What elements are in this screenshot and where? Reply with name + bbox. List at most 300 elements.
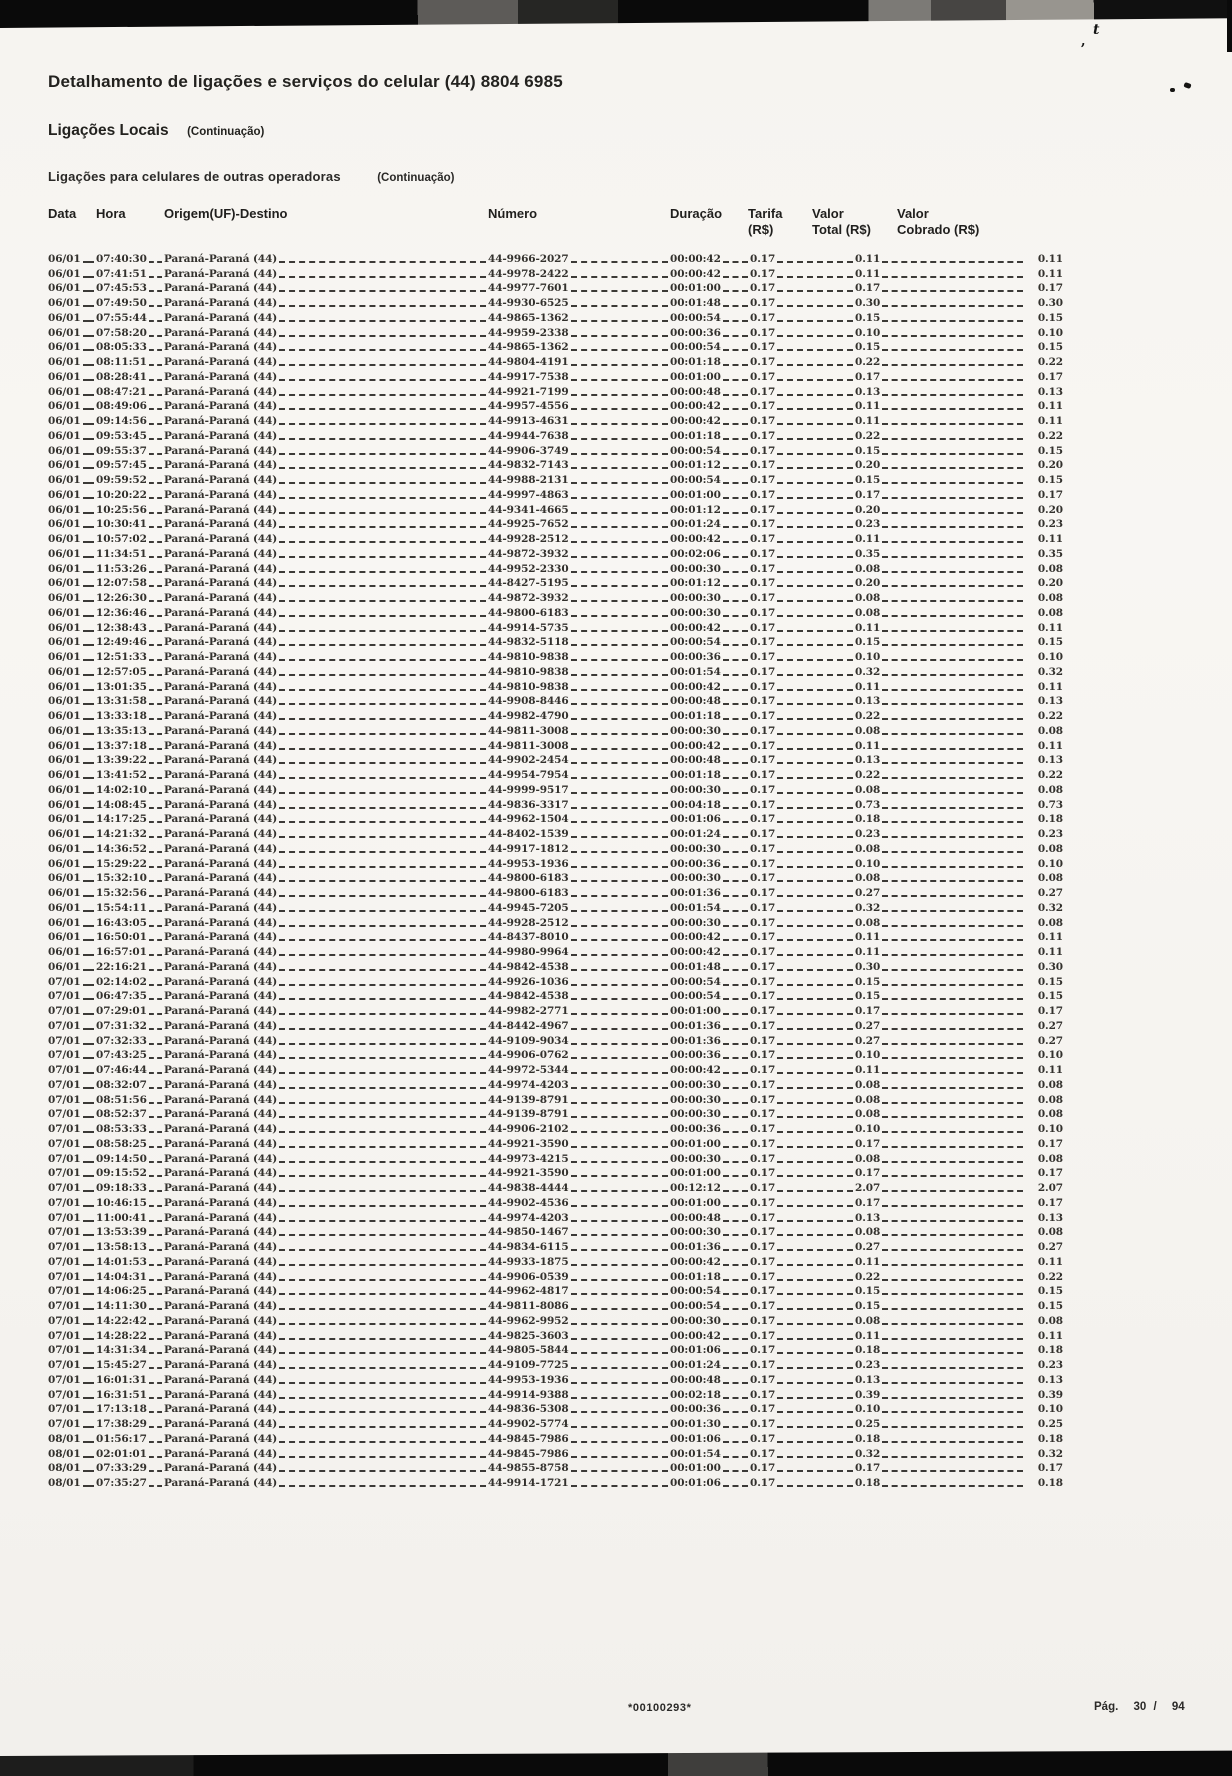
tarifa-value: 0.17: [750, 297, 776, 309]
cell-valor-cobrado: [1025, 1462, 1063, 1475]
duracao-value: 00:00:30: [670, 1152, 721, 1165]
hora-value: 10:57:02: [96, 533, 147, 545]
table-row: [48, 1343, 1063, 1358]
cell-tarifa: [750, 902, 855, 915]
cell-tarifa: [750, 1226, 855, 1239]
valor-total-value: 0.10: [855, 857, 881, 870]
cell-valor-cobrado: [1025, 725, 1063, 738]
tarifa-value: 0.17: [750, 592, 776, 604]
tarifa-value: 0.17: [750, 1432, 776, 1445]
cell-hora: [96, 1374, 164, 1387]
cell-duracao: [670, 282, 750, 295]
tarifa-value: 0.17: [750, 1447, 776, 1460]
numero-value: 44-9982-2771: [488, 1005, 569, 1017]
numero-value: 44-8442-4967: [488, 1019, 569, 1032]
dot-leader: [882, 792, 1023, 794]
dot-leader: [777, 453, 853, 455]
valor-cobrado-value: 0.11: [1037, 1064, 1063, 1076]
cell-tarifa: [750, 386, 855, 399]
cell-hora: [96, 1300, 164, 1313]
tarifa-value: 0.17: [750, 739, 776, 752]
cell-tarifa: [750, 1403, 855, 1416]
duracao-value: 00:00:30: [670, 592, 721, 604]
dot-leader: [279, 777, 486, 779]
numero-value: 44-9952-2330: [488, 562, 569, 575]
hora-value: 09:18:33: [96, 1182, 147, 1194]
duracao-value: 00:00:36: [670, 1123, 721, 1135]
cell-data: [48, 725, 96, 738]
dot-leader: [83, 1102, 94, 1104]
table-row: [48, 458, 1063, 473]
origem-value: Paraná-Paraná (44): [164, 1462, 278, 1475]
cell-duracao: [670, 1256, 750, 1269]
cell-duracao: [670, 681, 750, 694]
cell-hora: [96, 622, 164, 635]
origem-value: Paraná-Paraná (44): [164, 1108, 278, 1121]
cell-origem: [164, 533, 488, 546]
cell-data: [48, 799, 96, 812]
cell-origem: [164, 400, 488, 413]
dot-leader: [149, 482, 162, 484]
cell-numero: [488, 1300, 670, 1313]
table-row: [48, 1372, 1063, 1387]
table-row: [48, 1003, 1063, 1018]
table-row: [48, 369, 1063, 384]
data-value: 08/01: [48, 1432, 81, 1445]
numero-value: 44-9962-1504: [488, 813, 569, 826]
numero-value: 44-9906-0762: [488, 1049, 569, 1062]
cell-valor-cobrado: [1025, 1256, 1063, 1269]
origem-value: Paraná-Paraná (44): [164, 1196, 278, 1209]
dot-leader: [882, 1279, 1023, 1281]
duracao-value: 00:00:42: [670, 739, 721, 752]
valor-total-value: 0.11: [855, 621, 881, 634]
tarifa-value: 0.17: [750, 1005, 776, 1017]
cell-tarifa: [750, 1359, 855, 1372]
duracao-value: 00:01:18: [670, 356, 721, 368]
table-row: [48, 531, 1063, 546]
cell-hora: [96, 371, 164, 384]
cell-tarifa: [750, 651, 855, 664]
numero-value: 44-9811-3008: [488, 739, 569, 752]
table-row: [48, 605, 1063, 620]
duracao-value: 00:01:12: [670, 459, 721, 472]
dot-leader: [882, 423, 1023, 425]
cell-tarifa: [750, 887, 855, 900]
cell-data: [48, 710, 96, 723]
dot-leader: [777, 408, 853, 410]
col-header-tarifa: Tarifa: [748, 206, 783, 221]
cell-valor-total: [855, 1315, 1025, 1328]
dot-leader: [149, 1102, 162, 1104]
cell-duracao: [670, 1138, 750, 1151]
cell-valor-total: [855, 622, 1025, 635]
handwritten-ink-mark: t: [1093, 22, 1100, 38]
tarifa-value: 0.17: [750, 503, 776, 516]
dot-leader: [571, 1146, 668, 1148]
cell-numero: [488, 1123, 670, 1136]
cell-tarifa: [750, 474, 855, 487]
dot-leader: [777, 703, 853, 705]
cell-duracao: [670, 518, 750, 531]
dot-leader: [723, 703, 748, 705]
cell-data: [48, 858, 96, 871]
cell-duracao: [670, 828, 750, 841]
dot-leader: [279, 571, 486, 573]
cell-numero: [488, 548, 670, 561]
cell-tarifa: [750, 1123, 855, 1136]
dot-leader: [777, 925, 853, 927]
data-value: 07/01: [48, 1093, 81, 1106]
cell-valor-total: [855, 592, 1025, 605]
cell-origem: [164, 577, 488, 590]
dot-leader: [149, 733, 162, 735]
dot-leader: [83, 866, 94, 868]
cell-origem: [164, 754, 488, 767]
cell-tarifa: [750, 282, 855, 295]
dot-leader: [149, 1013, 162, 1015]
cell-numero: [488, 504, 670, 517]
tarifa-value: 0.17: [750, 665, 776, 678]
duracao-value: 00:00:54: [670, 1300, 721, 1312]
dot-leader: [279, 762, 486, 764]
dot-leader: [882, 1072, 1023, 1074]
valor-cobrado-value: 0.11: [1037, 680, 1063, 693]
dot-leader: [777, 1397, 853, 1399]
cell-data: [48, 371, 96, 384]
dot-leader: [83, 880, 94, 882]
valor-cobrado-value: 0.08: [1037, 1152, 1063, 1165]
cell-data: [48, 430, 96, 443]
dot-leader: [149, 290, 162, 292]
dot-leader: [149, 674, 162, 676]
data-value: 06/01: [48, 754, 81, 767]
numero-value: 44-9906-3749: [488, 444, 569, 457]
numero-value: 44-9865-1362: [488, 311, 569, 324]
tarifa-value: 0.17: [750, 518, 776, 531]
cell-valor-cobrado: [1025, 253, 1063, 266]
cell-valor-cobrado: [1025, 1153, 1063, 1166]
tarifa-value: 0.17: [750, 1270, 776, 1283]
dot-leader: [149, 394, 162, 396]
valor-total-value: 0.22: [855, 1270, 881, 1283]
cell-numero: [488, 445, 670, 458]
dot-leader: [149, 305, 162, 307]
valor-total-value: 0.08: [855, 1108, 881, 1121]
cell-tarifa: [750, 1020, 855, 1033]
cell-valor-total: [855, 1330, 1025, 1343]
duracao-value: 00:01:12: [670, 577, 721, 590]
dot-leader: [149, 895, 162, 897]
cell-numero: [488, 946, 670, 959]
cell-valor-cobrado: [1025, 651, 1063, 664]
cell-hora: [96, 917, 164, 930]
dot-leader: [882, 1264, 1023, 1266]
scan-artifact-bottom-bar: [0, 1751, 1232, 1776]
valor-cobrado-value: 0.10: [1037, 857, 1063, 870]
valor-total-value: 0.11: [855, 267, 881, 280]
cell-origem: [164, 902, 488, 915]
dot-leader: [882, 349, 1023, 351]
dot-leader: [83, 305, 94, 307]
dot-leader: [723, 1116, 748, 1118]
cell-origem: [164, 563, 488, 576]
cell-duracao: [670, 489, 750, 502]
dot-leader: [571, 1190, 668, 1192]
cell-valor-cobrado: [1025, 1020, 1063, 1033]
cell-tarifa: [750, 681, 855, 694]
cell-valor-total: [855, 813, 1025, 826]
cell-origem: [164, 1271, 488, 1284]
cell-hora: [96, 445, 164, 458]
cell-numero: [488, 371, 670, 384]
cell-duracao: [670, 548, 750, 561]
cell-tarifa: [750, 754, 855, 767]
cell-origem: [164, 1300, 488, 1313]
dot-leader: [723, 1352, 748, 1354]
hora-value: 11:00:41: [96, 1211, 147, 1224]
cell-hora: [96, 872, 164, 885]
col-header-tarifa-unit: (R$): [748, 222, 774, 237]
dot-leader: [882, 541, 1023, 543]
hora-value: 08:49:06: [96, 400, 147, 413]
cell-data: [48, 1330, 96, 1343]
dot-leader: [882, 659, 1023, 661]
cell-data: [48, 1167, 96, 1180]
hora-value: 09:53:45: [96, 429, 147, 442]
valor-total-value: 0.23: [855, 1359, 881, 1371]
cell-duracao: [670, 400, 750, 413]
duracao-value: 00:00:42: [670, 415, 721, 427]
valor-cobrado-value: 0.15: [1037, 975, 1063, 988]
data-value: 06/01: [48, 887, 81, 899]
dot-leader: [723, 674, 748, 676]
dot-leader: [83, 1043, 94, 1045]
tarifa-value: 0.17: [750, 960, 776, 973]
table-row: [48, 1431, 1063, 1446]
cell-origem: [164, 976, 488, 989]
dot-leader: [723, 762, 748, 764]
cell-duracao: [670, 1035, 750, 1048]
dot-leader: [279, 408, 486, 410]
dot-leader: [83, 512, 94, 514]
duracao-value: 00:00:30: [670, 562, 721, 575]
dot-leader: [571, 925, 668, 927]
tarifa-value: 0.17: [750, 916, 776, 929]
dot-leader: [882, 836, 1023, 838]
tarifa-value: 0.17: [750, 1167, 776, 1180]
table-row: [48, 428, 1063, 443]
dot-leader: [571, 718, 668, 720]
cell-tarifa: [750, 917, 855, 930]
dot-leader: [882, 1234, 1023, 1236]
origem-value: Paraná-Paraná (44): [164, 1329, 278, 1342]
cell-data: [48, 592, 96, 605]
dot-leader: [882, 689, 1023, 691]
cell-valor-total: [855, 371, 1025, 384]
hora-value: 07:58:20: [96, 326, 147, 339]
ink-dot: [1170, 88, 1175, 92]
dot-leader: [279, 1190, 486, 1192]
cell-hora: [96, 1418, 164, 1431]
cell-valor-total: [855, 297, 1025, 310]
data-value: 07/01: [48, 1329, 81, 1342]
cell-valor-total: [855, 754, 1025, 767]
cell-hora: [96, 784, 164, 797]
dot-leader: [83, 408, 94, 410]
cell-numero: [488, 754, 670, 767]
table-row: [48, 620, 1063, 635]
valor-total-value: 0.08: [855, 1226, 881, 1239]
dot-leader: [279, 1352, 486, 1354]
cell-numero: [488, 430, 670, 443]
cell-hora: [96, 297, 164, 310]
dot-leader: [882, 895, 1023, 897]
cell-valor-total: [855, 872, 1025, 885]
cell-valor-cobrado: [1025, 386, 1063, 399]
cell-valor-cobrado: [1025, 282, 1063, 295]
valor-cobrado-value: 0.27: [1037, 1019, 1063, 1032]
dot-leader: [723, 1072, 748, 1074]
duracao-value: 00:01:00: [670, 1137, 721, 1150]
cell-hora: [96, 1285, 164, 1298]
dot-leader: [777, 939, 853, 941]
valor-total-value: 0.17: [855, 282, 881, 295]
cell-duracao: [670, 577, 750, 590]
cell-valor-total: [855, 1035, 1025, 1048]
cell-data: [48, 1344, 96, 1357]
dot-leader: [882, 408, 1023, 410]
cell-numero: [488, 1477, 670, 1490]
origem-value: Paraná-Paraná (44): [164, 1344, 278, 1357]
origem-value: Paraná-Paraná (44): [164, 1477, 278, 1489]
origem-value: Paraná-Paraná (44): [164, 1359, 278, 1371]
cell-valor-cobrado: [1025, 769, 1063, 782]
cell-duracao: [670, 725, 750, 738]
cell-hora: [96, 681, 164, 694]
cell-origem: [164, 489, 488, 502]
cell-valor-cobrado: [1025, 710, 1063, 723]
data-value: 06/01: [48, 592, 81, 604]
origem-value: Paraná-Paraná (44): [164, 474, 278, 486]
data-value: 07/01: [48, 1064, 81, 1076]
dot-leader: [279, 1264, 486, 1266]
dot-leader: [279, 261, 486, 263]
valor-cobrado-value: 0.11: [1037, 1255, 1063, 1268]
data-value: 06/01: [48, 429, 81, 442]
cell-numero: [488, 887, 670, 900]
cell-hora: [96, 607, 164, 620]
dot-leader: [723, 364, 748, 366]
tarifa-value: 0.17: [750, 562, 776, 575]
duracao-value: 00:01:24: [670, 518, 721, 531]
cell-data: [48, 1300, 96, 1313]
origem-value: Paraná-Paraná (44): [164, 1226, 278, 1239]
cell-origem: [164, 518, 488, 531]
cell-tarifa: [750, 1477, 855, 1490]
hora-value: 14:02:10: [96, 783, 147, 796]
origem-value: Paraná-Paraná (44): [164, 1137, 278, 1150]
cell-valor-cobrado: [1025, 799, 1063, 812]
dot-leader: [777, 1456, 853, 1458]
valor-total-value: 0.10: [855, 1403, 881, 1416]
dot-leader: [83, 836, 94, 838]
origem-value: Paraná-Paraná (44): [164, 562, 278, 575]
cell-valor-cobrado: [1025, 518, 1063, 531]
data-value: 06/01: [48, 931, 81, 944]
dot-leader: [83, 1352, 94, 1354]
duracao-value: 00:04:18: [670, 798, 721, 811]
dot-leader: [83, 1057, 94, 1059]
dot-leader: [279, 276, 486, 278]
dot-leader: [571, 998, 668, 1000]
dot-leader: [571, 733, 668, 735]
dot-leader: [723, 1161, 748, 1163]
tarifa-value: 0.17: [750, 326, 776, 339]
origem-value: Paraná-Paraná (44): [164, 1034, 278, 1047]
table-row: [48, 885, 1063, 900]
valor-cobrado-value: 0.17: [1037, 1005, 1063, 1017]
dot-leader: [149, 925, 162, 927]
dot-leader: [777, 1146, 853, 1148]
cell-tarifa: [750, 253, 855, 266]
cell-valor-total: [855, 1020, 1025, 1033]
origem-value: Paraná-Paraná (44): [164, 1241, 278, 1253]
duracao-value: 00:00:30: [670, 724, 721, 737]
dot-leader: [571, 1323, 668, 1325]
cell-duracao: [670, 887, 750, 900]
data-value: 06/01: [48, 621, 81, 634]
cell-tarifa: [750, 577, 855, 590]
valor-cobrado-value: 0.20: [1037, 459, 1063, 472]
data-value: 06/01: [48, 960, 81, 973]
dot-leader: [149, 1470, 162, 1472]
cell-tarifa: [750, 548, 855, 561]
dot-leader: [571, 1338, 668, 1340]
dot-leader: [571, 600, 668, 602]
dot-leader: [279, 880, 486, 882]
dot-leader: [571, 851, 668, 853]
dot-leader: [83, 1456, 94, 1458]
cell-data: [48, 1049, 96, 1062]
table-row: [48, 1298, 1063, 1313]
cell-numero: [488, 828, 670, 841]
data-value: 06/01: [48, 724, 81, 737]
duracao-value: 00:00:30: [670, 842, 721, 855]
cell-duracao: [670, 1403, 750, 1416]
valor-total-value: 0.10: [855, 326, 881, 339]
dot-leader: [83, 482, 94, 484]
valor-cobrado-value: 0.32: [1037, 901, 1063, 914]
dot-leader: [723, 541, 748, 543]
dot-leader: [777, 261, 853, 263]
dot-leader: [777, 851, 853, 853]
dot-leader: [882, 379, 1023, 381]
numero-value: 44-9925-7652: [488, 518, 569, 531]
valor-total-value: 0.11: [855, 739, 881, 752]
cell-data: [48, 1182, 96, 1195]
numero-value: 44-9845-7986: [488, 1447, 569, 1460]
cell-valor-total: [855, 312, 1025, 325]
dot-leader: [723, 630, 748, 632]
dot-leader: [83, 276, 94, 278]
cell-valor-cobrado: [1025, 872, 1063, 885]
dot-leader: [571, 807, 668, 809]
dot-leader: [279, 541, 486, 543]
dot-leader: [723, 895, 748, 897]
cell-valor-cobrado: [1025, 1374, 1063, 1387]
numero-value: 44-9974-4203: [488, 1078, 569, 1091]
